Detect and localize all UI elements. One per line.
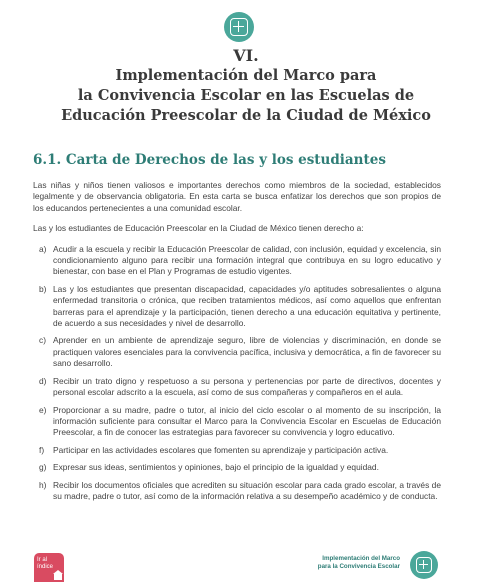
list-marker: g) xyxy=(39,462,47,473)
list-item xyxy=(33,405,441,439)
list-marker: b) xyxy=(39,283,47,294)
lead-in-paragraph: Las y los estudiantes de Educación Preescolar en la Ciudad de México tienen derecho a: xyxy=(33,223,364,234)
back-button-label-line-1: Ir al xyxy=(37,557,48,563)
footer-title-line-2: para la Convivencia Escolar xyxy=(317,563,400,570)
list-item-text: Acudir a la escuela y recibir la Educación Preescolar de calidad, con inclusión, equidad y excelencia, sin condicionamiento alguno para recibir una formación integral que contribuya en su logro educativo y bienestar, con base en el Plan y Programas de estudio vigentes. xyxy=(53,243,441,277)
list-marker: c) xyxy=(39,335,46,346)
footer-logo-icon xyxy=(410,551,438,579)
list-item xyxy=(33,335,441,369)
list-marker: a) xyxy=(39,243,47,254)
rights-list xyxy=(33,244,441,503)
list-item-text: Aprender en un ambiente de aprendizaje seguro, libre de violencias y discriminación, en donde se practiquen valores esenciales para la convivencia pacífica, inclusiva y democrática, a fin de favorecer su sano desarrollo. xyxy=(53,335,441,369)
back-button-label-line-2: índice xyxy=(37,564,54,570)
list-item xyxy=(33,462,441,473)
list-marker: h) xyxy=(39,479,47,490)
section-title: 6.1. Carta de Derechos de las y los estudiantes xyxy=(33,152,386,168)
list-item xyxy=(33,480,441,503)
list-item-text: Expresar sus ideas, sentimientos y opiniones, bajo el principio de la igualdad y equidad. xyxy=(53,462,379,473)
chapter-title-line-3: Educación Preescolar de la Ciudad de México xyxy=(61,107,431,124)
list-marker: e) xyxy=(39,404,47,415)
list-item xyxy=(33,244,441,278)
list-item xyxy=(33,284,441,330)
convivencia-logo-icon xyxy=(224,12,254,42)
chapter-number: VI. xyxy=(233,46,259,65)
back-to-index-button[interactable] xyxy=(34,553,64,582)
chapter-title-line-2: la Convivencia Escolar en las Escuelas de xyxy=(77,87,415,104)
footer-title xyxy=(318,555,400,571)
list-marker: f) xyxy=(39,444,45,455)
chapter-title-line-1: Implementación del Marco para xyxy=(115,67,377,84)
list-item-text: Recibir los documentos oficiales que acrediten su situación escolar para cada grado escolar, a través de su madre, padre o tutor, así como de la información relativa a su desempeño académico y de conducta. xyxy=(53,479,441,501)
list-item-text: Participar en las actividades escolares que fomenten su aprendizaje y participación activa. xyxy=(53,444,389,455)
footer-title-line-1: Implementación del Marco xyxy=(322,555,400,562)
home-icon xyxy=(54,574,62,580)
section-content xyxy=(33,180,441,508)
list-item xyxy=(33,376,441,399)
list-item-text: Las y los estudiantes que presentan discapacidad, capacidades y/o aptitudes sobresalientes o alguna enfermedad transitoria o crónica, que reciben tratamientos médicos, así como aquellos que enfrentan barreras para el aprendizaje y la participación, tienen derecho a una educación equitativa y pertinente, de acuerdo a sus necesidades y nivel de desarrollo. xyxy=(53,283,441,329)
list-item-text: Proporcionar a su madre, padre o tutor, al inicio del ciclo escolar o al momento de su inscripción, la información suficiente para consultar el Marco para la Convivencia Escolar en Escuelas de Educación Preescolar, a fin de conocer las estrategias para favorecer su convivencia y logro educativo. xyxy=(53,404,441,438)
list-item xyxy=(33,445,441,456)
intro-paragraph: Las niñas y niños tienen valiosos e importantes derechos como miembros de la sociedad, establecidos legalmente y de observancia obligatoria. En esta carta se busca enfatizar los derechos que son propios de los educandos pertenecientes a una comunidad escolar. xyxy=(33,180,441,213)
list-marker: d) xyxy=(39,375,47,386)
chapter-header xyxy=(0,46,492,126)
list-item-text: Recibir un trato digno y respetuoso a su persona y pertenencias por parte de directivos, docentes y personal escolar adscrito a la escuela, así como de sus compañeras y compañeros en el aula. xyxy=(53,375,441,398)
